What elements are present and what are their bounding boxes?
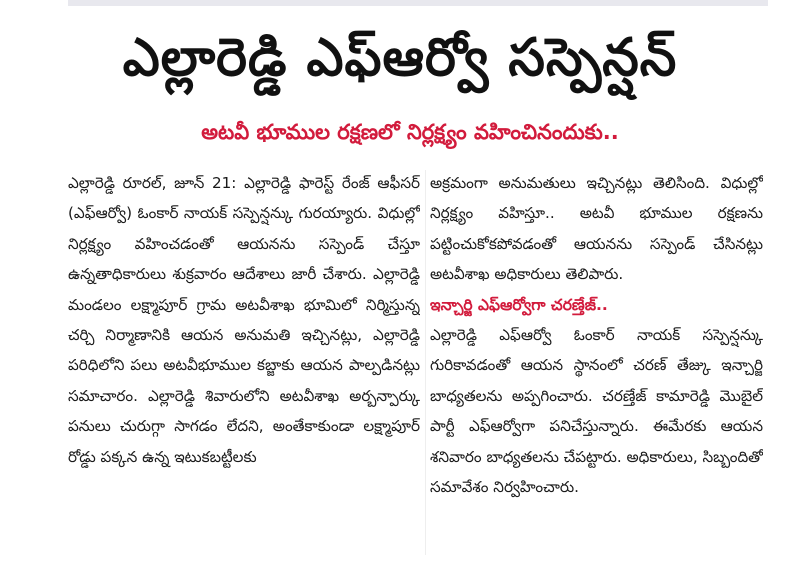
article-paragraph: ఎల్లారెడ్డి రూరల్, జూన్ 21: ఎల్లారెడ్డి ఫారెస్ట్ రేంజ్ ఆఫీసర్ (ఎఫ్ఆర్వో) ఓంకార్ నాయక్ సస్పెన్షన్కు గురయ్యారు. విధుల్లో నిర్లక్ష్యం వహించడంతో ఆయనను సస్పెండ్ చేస్తూ ఉన్నతాధికారులు శుక్రవారం ఆదేశాలు జారీ చేశారు. ఎల్లారెడ్డి మండలం లక్ష్మాపూర్ గ్రామ అటవీశాఖ భూమిలో నిర్మిస్తున్న చర్చి నిర్మాణానికి ఆయన అనుమతి ఇచ్చినట్లు, ఎల్లారెడ్డి పరిధిలోని పలు అటవీభూముల కబ్జాకు ఆయన పాల్పడినట్లు సమాచారం. ఎల్లారెడ్డి శివారులోని అటవీశాఖ అర్బన్పార్కు పనులు చురుగ్గా సాగడం లేదని, అంతేకాకుండా లక్ష్మాపూర్ రోడ్డు పక్కన ఉన్న ఇటుకబట్టీలకు	[68, 174, 420, 466]
subheadline: అటవీ భూముల రక్షణలో నిర్లక్ష్యం వహించినందుకు..	[201, 120, 619, 144]
inline-subheading: ఇన్చార్జి ఎఫ్ఆర్వోగా చరణ్తేజ్..	[430, 295, 608, 314]
article-right-column	[430, 168, 763, 568]
article-left-column	[68, 168, 420, 568]
top-border-rule	[68, 0, 768, 6]
article-paragraph: ఎల్లారెడ్డి ఎఫ్ఆర్వో ఓంకార్ నాయక్ సస్పెన్షన్కు గురికావడంతో ఆయన స్థానంలో చరణ్ తేజ్కు ఇన్చార్జి బాధ్యతలను అప్పగించారు. చరణ్తేజ్ కామారెడ్డి మొబైల్ పార్టీ ఎఫ్ఆర్వోగా పనిచేస్తున్నారు. ఈమేరకు ఆయన శనివారం బాధ్యతలను చేపట్టారు. అధికారులు, సిబ్బందితో సమావేశం నిర్వహించారు.	[430, 326, 763, 497]
article-paragraph: అక్రమంగా అనుమతులు ఇచ్చినట్లు తెలిసింది. విధుల్లో నిర్లక్ష్యం వహిస్తూ.. అటవీ భూముల రక్షణను పట్టించుకోకపోవడంతో ఆయనను సస్పెండ్ చేసినట్లు అటవీశాఖ అధికారులు తెలిపారు.	[430, 174, 763, 284]
column-divider	[425, 170, 426, 555]
headline: ఎల్లారెడ్డి ఎఫ్ఆర్వో సస్పెన్షన్	[122, 27, 678, 88]
